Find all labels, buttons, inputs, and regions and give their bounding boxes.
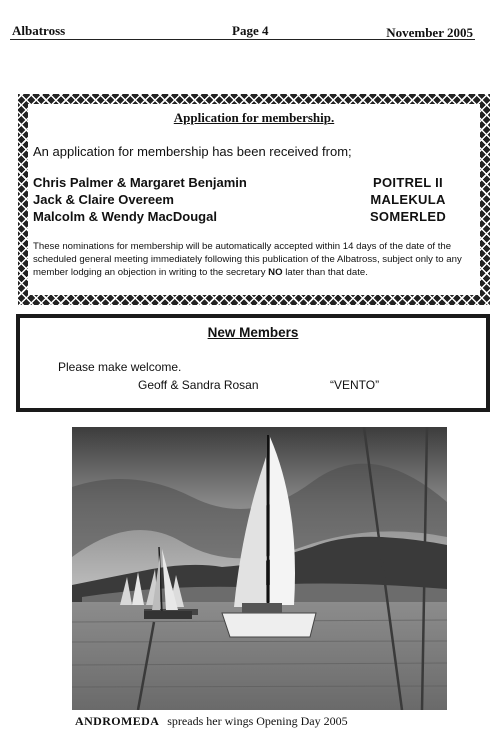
nominee-boat: POITREL II	[373, 175, 443, 190]
page-header	[10, 22, 475, 40]
page-number: Page 4	[232, 23, 269, 38]
application-intro: An application for membership has been received from;	[33, 144, 352, 159]
nominee-row	[33, 192, 475, 210]
nominee-boat: SOMERLED	[369, 209, 447, 224]
new-member-boat: “VENTO”	[330, 378, 380, 392]
nominee-names: Jack & Claire Overeem	[33, 192, 174, 207]
new-member-names: Geoff & Sandra Rosan	[138, 378, 259, 392]
nominee-names: Malcolm & Wendy MacDougal	[33, 209, 217, 224]
new-members-welcome: Please make welcome.	[58, 360, 182, 374]
application-note	[33, 240, 474, 279]
note-text-end: later than that date.	[282, 267, 368, 278]
issue-date: November 2005	[386, 25, 473, 40]
new-members-title: New Members	[207, 325, 299, 340]
nominee-row	[33, 175, 475, 193]
nominee-boat: MALEKULA	[370, 192, 446, 207]
sailing-photo-image	[72, 427, 447, 710]
note-emphasis: NO	[268, 267, 283, 278]
note-text: These nominations for membership will be automatically accepted within 14 days of the date of the scheduled general meeting immediately following this publication of the Albatross, subject only to any member lodging an objection in writing to the secretary	[33, 241, 462, 278]
photo-caption	[75, 714, 348, 729]
caption-text: spreads her wings Opening Day 2005	[167, 714, 348, 728]
membership-application-content	[28, 104, 480, 295]
publication-name: Albatross	[12, 23, 66, 38]
application-title: Application for membership.	[173, 110, 335, 125]
caption-boat-name: ANDROMEDA	[75, 714, 160, 728]
new-members-box	[16, 314, 490, 412]
sailing-photo	[72, 427, 447, 710]
nominee-row	[33, 209, 475, 227]
membership-application-box	[18, 94, 490, 305]
nominee-names: Chris Palmer & Margaret Benjamin	[33, 175, 247, 190]
